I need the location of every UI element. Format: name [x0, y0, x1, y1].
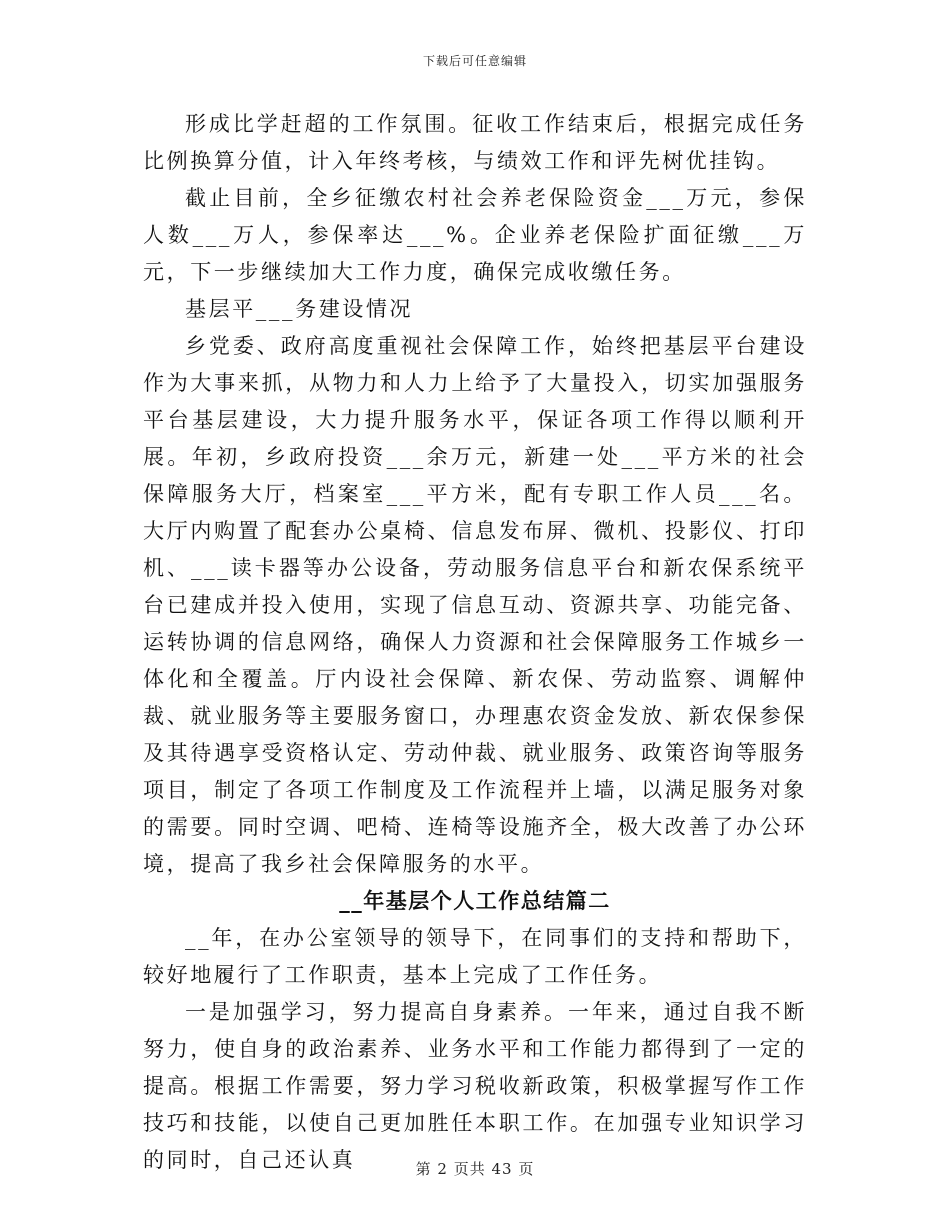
paragraph-3: 乡党委、政府高度重视社会保障工作，始终把基层平台建设作为大事来抓，从物力和人力上给予了大量投入，切实加强服务平台基层建设，大力提升服务水平，保证各项工作得以顺利开展。年初，乡政府投资___余万元，新建一处___平方米的社会保障服务大厅，档案室___平方米，配有专职工作人员___名。大厅内购置了配套办公桌椅、信息发布屏、微机、投影仪、打印机、___读卡器等办公设备，劳动服务信息平台和新农保系统平台已建成并投入使用，实现了信息互动、资源共享、功能完备、运转协调的信息网络，确保人力资源和社会保障服务工作城乡一体化和全覆盖。厅内设社会保障、新农保、劳动监察、调解仲裁、就业服务等主要服务窗口，办理惠农资金发放、新农保参保及其待遇享受资格认定、劳动仲裁、就业服务、政策咨询等服务项目，制定了各项工作制度及工作流程并上墙，以满足服务对象的需要。同时空调、吧椅、连椅等设施齐全，极大改善了办公环境，提高了我乡社会保障服务的水平。 — [143, 334, 807, 876]
section-title: __年基层个人工作总结篇二 — [339, 889, 611, 913]
page-header: 下载后可任意编辑 — [422, 54, 527, 68]
paragraph-2: 截止目前，全乡征缴农村社会养老保险资金___万元，参保人数___万人，参保率达___%。企业养老保险扩面征缴___万元，下一步继续加大工作力度，确保完成收缴任务。 — [143, 186, 807, 284]
paragraph-5: 一是加强学习，努力提高自身素养。一年来，通过自我不断努力，使自身的政治素养、业务水平和工作能力都得到了一定的提高。根据工作需要，努力学习税收新政策，积极掌握写作工作技巧和技能，以使自己更加胜任本职工作。在加强专业知识学习的同时，自己还认真 — [143, 1000, 807, 1172]
document-body — [143, 106, 807, 1179]
paragraph-4: __年，在办公室领导的领导下，在同事们的支持和帮助下，较好地履行了工作职责，基本上完成了工作任务。 — [143, 926, 807, 987]
paragraph-1: 形成比学赶超的工作氛围。征收工作结束后，根据完成任务比例换算分值，计入年终考核，与绩效工作和评先树优挂钩。 — [143, 112, 807, 173]
page-footer: 第 2 页共 43 页 — [415, 1160, 535, 1178]
subheading-platform-construction: 基层平___务建设情况 — [185, 297, 414, 321]
